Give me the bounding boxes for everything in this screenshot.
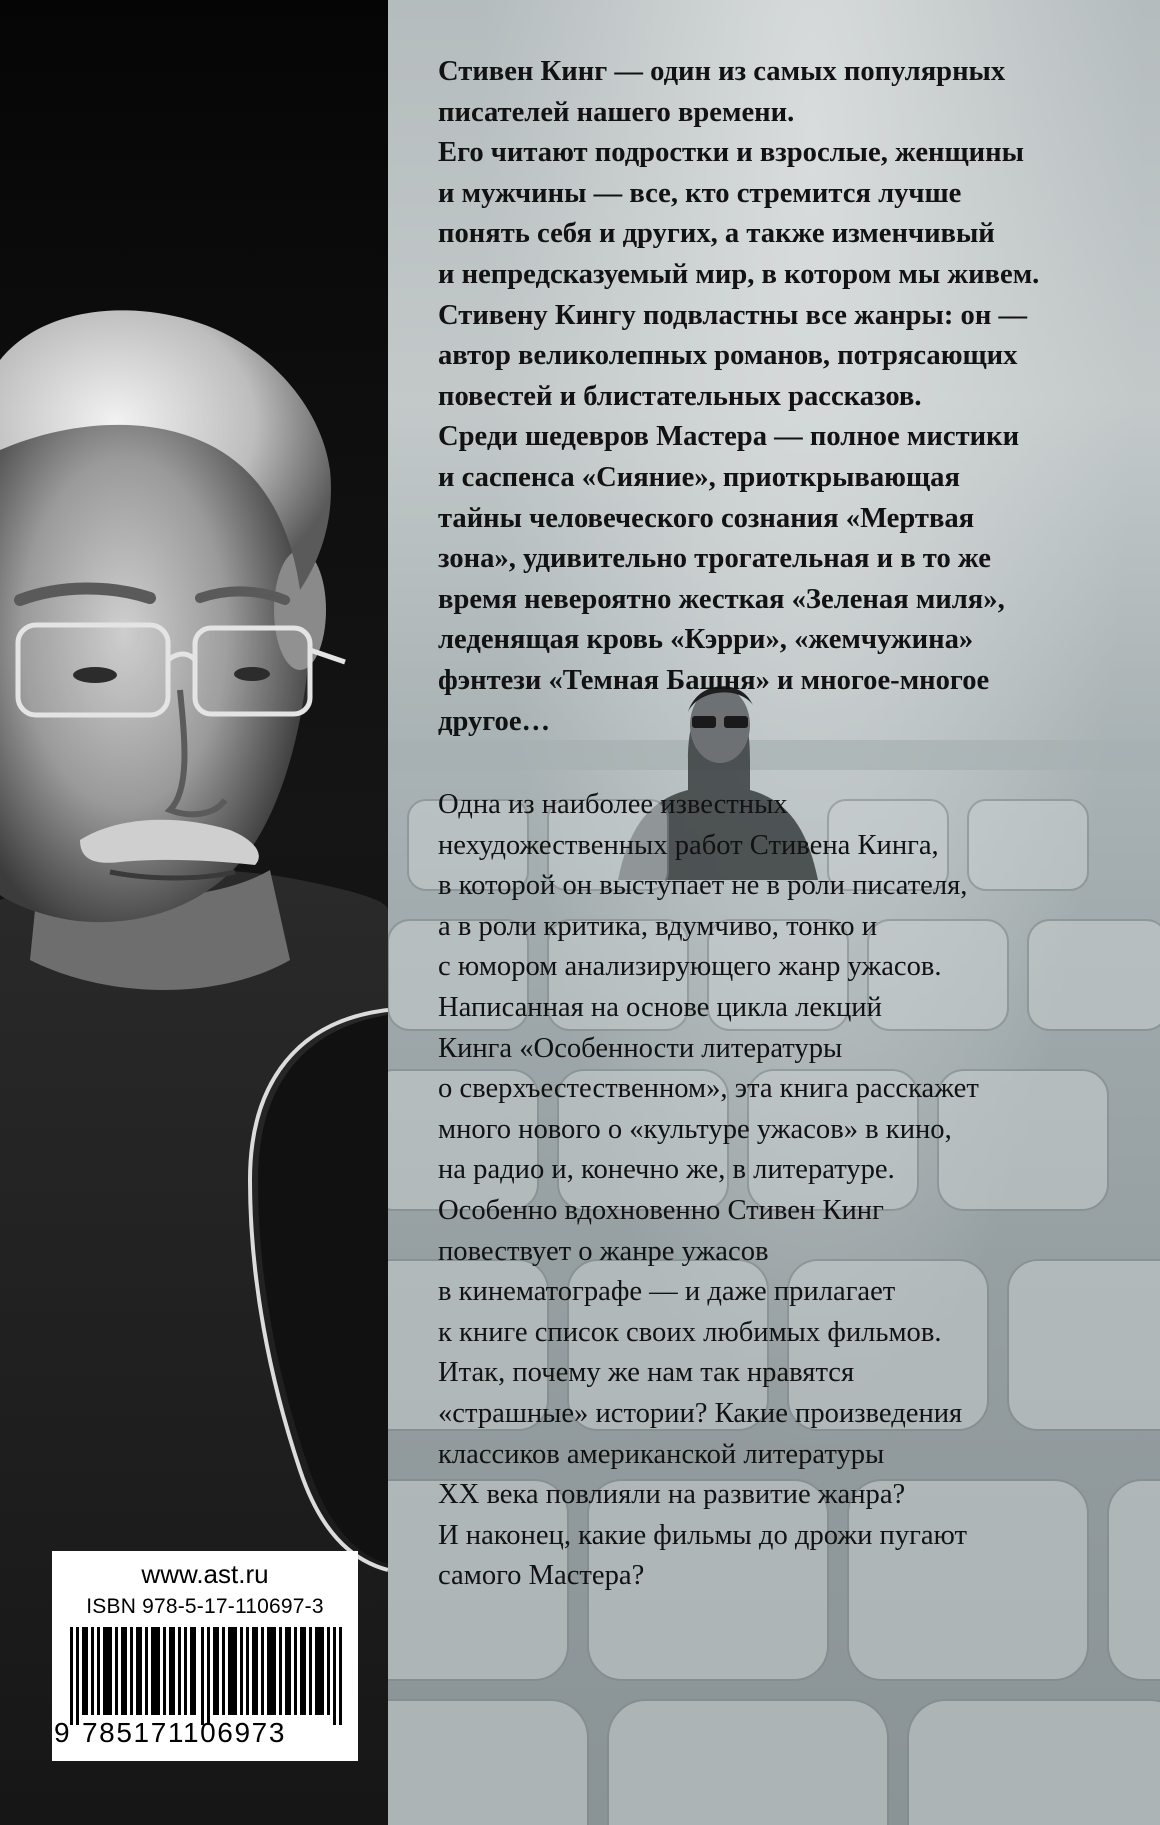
description-line: писателей нашего времени. [438,96,795,128]
description-line: и мужчины — все, кто стремится лучше [438,177,962,209]
isbn-number: ISBN 978-5-17-110697-3 [86,1595,324,1618]
description-line: Среди шедевров Мастера — полное мистики [438,421,1020,453]
description-line: в кинематографе — и даже прилагает [438,1276,896,1308]
barcode-icon [70,1627,342,1725]
description-line: Написанная на основе цикла лекций [438,991,882,1023]
description-line: Кинга «Особенности литературы [438,1032,843,1064]
description-line: а в роли критика, вдумчиво, тонко и [438,910,877,942]
description-line: Особенно вдохновенно Стивен Кинг [438,1194,884,1226]
description-line: XX века повлияли на развитие жанра? [438,1479,906,1511]
description-line: Его читают подростки и взрослые, женщины [438,137,1024,169]
author-photo-panel [0,0,388,1825]
barcode-label [52,1551,358,1761]
description-line: в которой он выступает не в роли писателя, [438,870,968,902]
description-line: с юмором анализирующего жанр ужасов. [438,951,942,983]
description-line: повествует о жанре ужасов [438,1235,769,1267]
barcode-lead-digit: 9 [54,1717,70,1748]
barcode-digits: 785171106973 [82,1717,286,1748]
description-line: Стивену Кингу подвластны все жанры: он — [438,299,1028,331]
description-line: «страшные» истории? Какие произведения [438,1397,963,1429]
description-line: Одна из наиболее известных [438,789,788,820]
description-line: повестей и блистательных рассказов. [438,380,922,412]
description-line: Стивен Кинг — один из самых популярных [438,56,1006,87]
description-line: леденящая кровь «Кэрри», «жемчужина» [438,624,974,656]
description-regular [438,785,1138,1597]
publisher-url: www.ast.ru [141,1559,269,1589]
description-line: время невероятно жесткая «Зеленая миля», [438,583,1005,615]
description-line: зона», удивительно трогательная и в то же [438,543,991,575]
description-line: много нового о «культуре ужасов» в кино, [438,1113,952,1145]
description-line: понять себя и других, а также изменчивый [438,218,995,250]
description-line: Итак, почему же нам так нравятся [438,1357,855,1389]
description-panel [388,0,1160,1825]
description-line: фэнтези «Темная Башня» и многое-многое [438,664,990,696]
description-line: о сверхъестественном», эта книга расскажет [438,1073,979,1105]
description-line: на радио и, конечно же, в литературе. [438,1154,895,1186]
description-line: автор великолепных романов, потрясающих [438,340,1018,372]
description-line: другое… [438,705,551,737]
description-line: и саспенса «Сияние», приоткрывающая [438,461,960,493]
description-line: и непредсказуемый мир, в котором мы живем. [438,258,1040,290]
description-line: самого Мастера? [438,1560,645,1592]
description-line: к книге список своих любимых фильмов. [438,1316,942,1348]
description-line: тайны человеческого сознания «Мертвая [438,502,975,534]
description-line: И наконец, какие фильмы до дрожи пугают [438,1519,968,1551]
description-line: нехудожественных работ Стивена Кинга, [438,829,939,861]
description-line: классиков американской литературы [438,1438,885,1470]
description-bold [438,52,1138,742]
